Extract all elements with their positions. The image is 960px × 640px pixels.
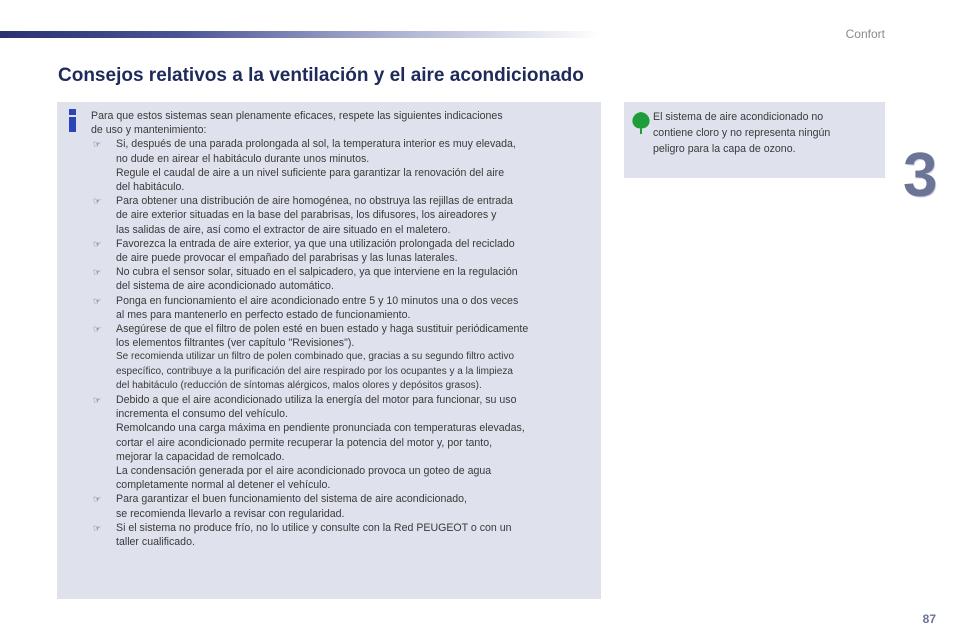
tip-item bbox=[91, 265, 601, 293]
eco-text bbox=[653, 109, 879, 157]
tip-line: del habitáculo. bbox=[116, 181, 185, 194]
tip-item bbox=[91, 137, 601, 194]
info-box bbox=[57, 102, 601, 599]
tip-line: Regule el caudal de aire a un nivel suficiente para garantizar la renovación del aire bbox=[116, 166, 505, 179]
tip-line: Si, después de una parada prolongada al sol, la temperatura interior es muy elevada, bbox=[116, 138, 516, 151]
tip-line: Favorezca la entrada de aire exterior, ya que una utilización prolongada del reciclado bbox=[116, 237, 515, 250]
page-title: Consejos relativos a la ventilación y el aire acondicionado bbox=[58, 65, 584, 86]
pointing-hand-icon: ☞ bbox=[93, 522, 102, 533]
tip-line: al mes para mantenerlo en perfecto estado de funcionamiento. bbox=[116, 308, 411, 321]
eco-line: El sistema de aire acondicionado no bbox=[653, 111, 824, 123]
tip-line: Para garantizar el buen funcionamiento del sistema de aire acondicionado, bbox=[116, 493, 467, 506]
info-icon bbox=[68, 109, 77, 131]
tip-line: La condensación generada por el aire acondicionado provoca un goteo de agua bbox=[116, 465, 492, 478]
pointing-hand-icon: ☞ bbox=[93, 494, 102, 505]
header-gradient-bar bbox=[0, 31, 600, 38]
tip-note-line: Se recomienda utilizar un filtro de polen combinado que, gracias a su segundo filtro activo bbox=[116, 351, 515, 363]
tip-line: no dude en airear el habitáculo durante unos minutos. bbox=[116, 152, 370, 165]
intro-line: de uso y mantenimiento: bbox=[91, 124, 207, 137]
tip-line: completamente normal al detener el vehículo. bbox=[116, 479, 331, 492]
leaf-icon bbox=[630, 110, 652, 136]
tip-item bbox=[91, 393, 601, 492]
tip-line: Asegúrese de que el filtro de polen esté en buen estado y haga sustituir periódicamente bbox=[116, 323, 529, 336]
page-number: 87 bbox=[922, 612, 936, 626]
intro-line: Para que estos sistemas sean plenamente eficaces, respete las siguientes indicaciones bbox=[91, 110, 503, 122]
tip-line: Debido a que el aire acondicionado utiliza la energía del motor para funcionar, su uso bbox=[116, 394, 517, 407]
tip-line: de aire exterior situadas en la base del parabrisas, los difusores, los aireadores y bbox=[116, 209, 497, 222]
tip-item bbox=[91, 492, 601, 520]
tip-line: Remolcando una carga máxima en pendiente pronunciada con temperaturas elevadas, bbox=[116, 422, 525, 435]
tip-line: de aire puede provocar el empañado del parabrisas y las lunas laterales. bbox=[116, 252, 458, 265]
section-label: Confort bbox=[845, 27, 885, 41]
pointing-hand-icon: ☞ bbox=[93, 267, 102, 278]
info-content bbox=[91, 109, 601, 549]
tip-line: los elementos filtrantes (ver capítulo "Revisiones"). bbox=[116, 337, 355, 350]
pointing-hand-icon: ☞ bbox=[93, 324, 102, 335]
pointing-hand-icon: ☞ bbox=[93, 196, 102, 207]
tip-line: taller cualificado. bbox=[116, 536, 195, 549]
tip-line: del sistema de aire acondicionado automático. bbox=[116, 280, 334, 293]
tip-line: Para obtener una distribución de aire homogénea, no obstruya las rejillas de entrada bbox=[116, 195, 513, 208]
tip-item bbox=[91, 194, 601, 237]
tip-note-line: específico, contribuye a la purificación del aire respirado por los ocupantes y a la limpieza bbox=[116, 365, 513, 377]
eco-line: peligro para la capa de ozono. bbox=[653, 143, 796, 155]
tip-line: Ponga en funcionamiento el aire acondicionado entre 5 y 10 minutos una o dos veces bbox=[116, 294, 519, 307]
eco-box bbox=[624, 102, 885, 178]
tip-line: las salidas de aire, así como el extractor de aire situado en el maletero. bbox=[116, 223, 451, 236]
tip-line: mejorar la capacidad de remolcado. bbox=[116, 450, 285, 463]
tip-line: No cubra el sensor solar, situado en el salpicadero, ya que interviene en la regulación bbox=[116, 266, 518, 279]
pointing-hand-icon: ☞ bbox=[93, 238, 102, 249]
tip-item bbox=[91, 237, 601, 265]
tip-note-line: del habitáculo (reducción de síntomas alérgicos, malos olores y depósitos grasos). bbox=[116, 379, 482, 391]
tip-line: se recomienda llevarlo a revisar con regularidad. bbox=[116, 507, 345, 520]
tip-item bbox=[91, 521, 601, 549]
intro-text bbox=[91, 109, 601, 137]
tips-list bbox=[91, 137, 601, 549]
pointing-hand-icon: ☞ bbox=[93, 295, 102, 306]
tip-line: incrementa el consumo del vehículo. bbox=[116, 408, 288, 421]
tip-line: cortar el aire acondicionado permite recuperar la potencia del motor y, por tanto, bbox=[116, 436, 493, 449]
pointing-hand-icon: ☞ bbox=[93, 139, 102, 150]
chapter-number: 3 bbox=[903, 141, 936, 210]
tip-item bbox=[91, 294, 601, 322]
tip-item bbox=[91, 322, 601, 393]
pointing-hand-icon: ☞ bbox=[93, 395, 102, 406]
eco-line: contiene cloro y no representa ningún bbox=[653, 127, 831, 139]
tip-line: Si el sistema no produce frío, no lo utilice y consulte con la Red PEUGEOT o con un bbox=[116, 521, 512, 534]
